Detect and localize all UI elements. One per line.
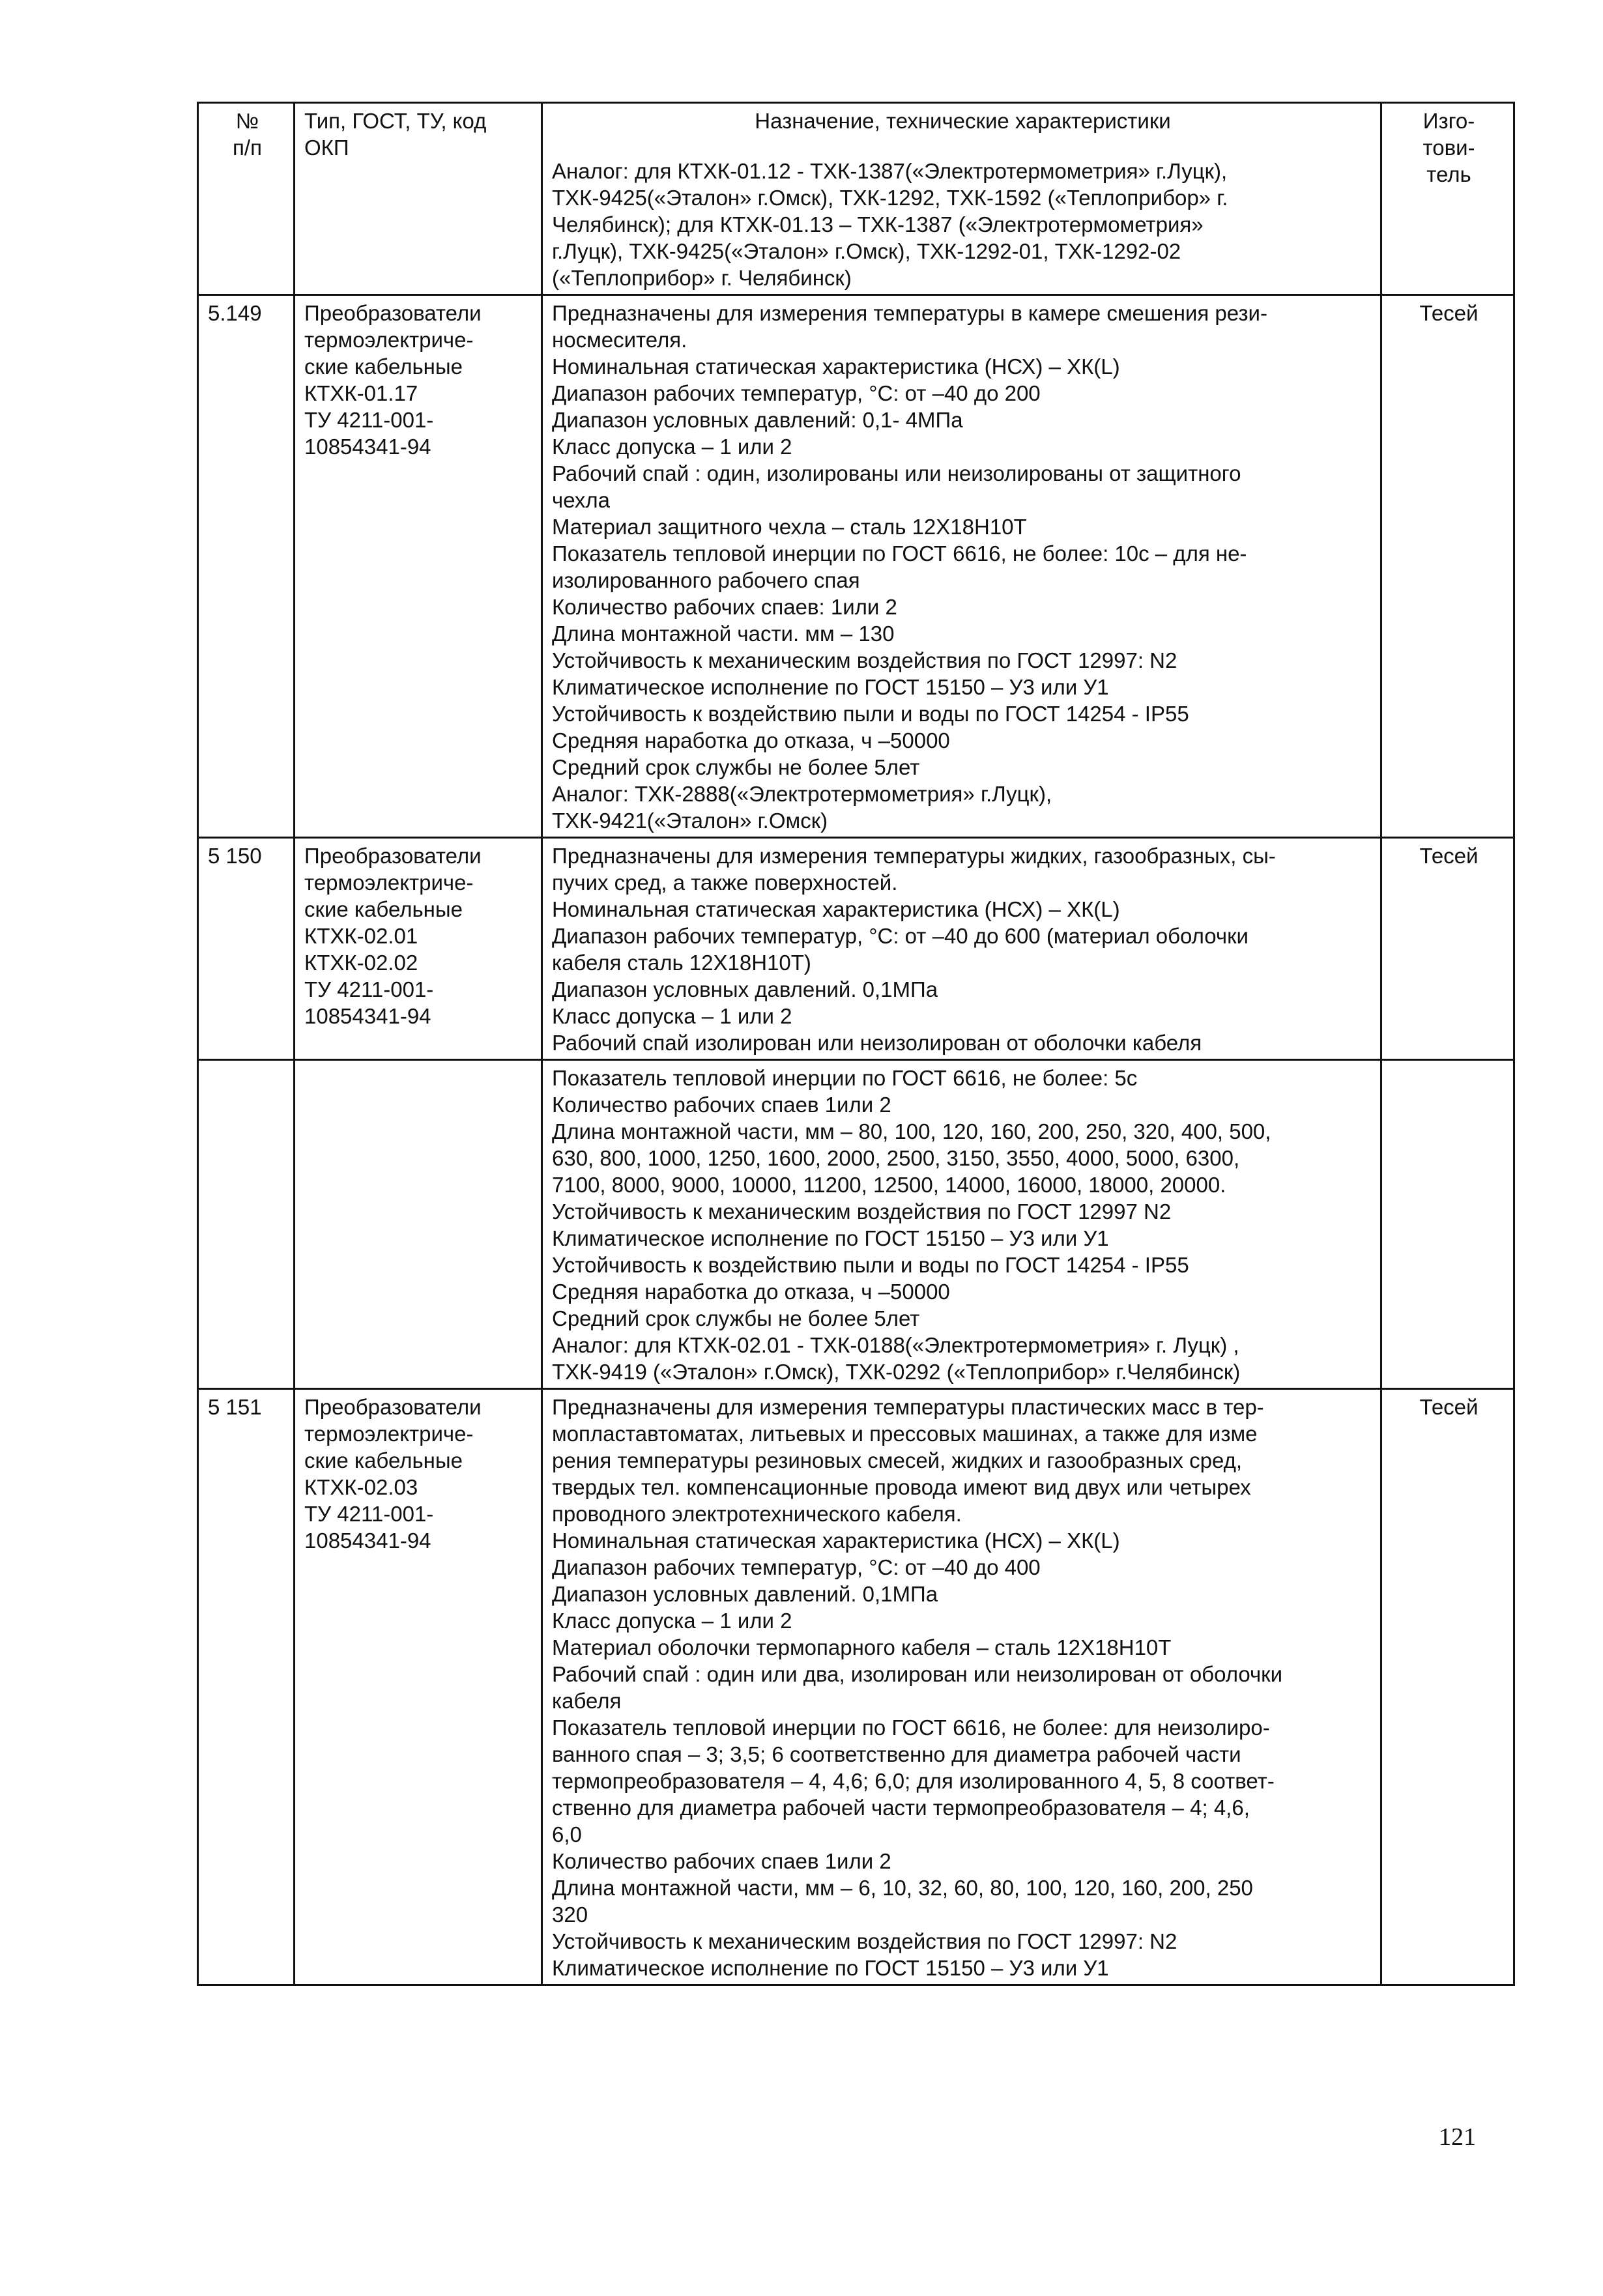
description-line: Климатическое исполнение по ГОСТ 15150 – У3 или У1	[552, 1226, 1109, 1250]
description-line: Показатель тепловой инерции по ГОСТ 6616, не более: 5с	[552, 1066, 1138, 1090]
description-line: Аналог: ТХК-2888(«Электротермометрия» г.Луцк),	[552, 782, 1052, 806]
row-number: 5 150	[198, 838, 295, 1060]
specification-table	[197, 102, 1515, 1986]
description-line: Климатическое исполнение по ГОСТ 15150 – У3 или У1	[552, 675, 1109, 699]
type-line: термоэлектриче-	[304, 328, 474, 352]
description-line: Показатель тепловой инерции по ГОСТ 6616, не более: 10с – для не-	[552, 541, 1247, 566]
type-line: ТУ 4211-001-	[304, 408, 434, 432]
row-number: 5 151	[198, 1389, 295, 1985]
description-line: проводного электротехнического кабеля.	[552, 1502, 962, 1526]
type-line: 10854341-94	[304, 435, 431, 459]
description-line: Рабочий спай изолирован или неизолирован от оболочки кабеля	[552, 1031, 1202, 1055]
description-line: Количество рабочих спаев: 1или 2	[552, 595, 897, 619]
description-line: Устойчивость к механическим воздействия по ГОСТ 12997 N2	[552, 1199, 1172, 1224]
description-line: Класс допуска – 1 или 2	[552, 1004, 792, 1028]
description-line: 6,0	[552, 1822, 582, 1846]
description-line: Предназначены для измерения температуры пластических масс в тер-	[552, 1395, 1264, 1419]
row-description	[542, 838, 1381, 1060]
type-line: 10854341-94	[304, 1004, 431, 1028]
type-line: ТУ 4211-001-	[304, 1502, 434, 1526]
row-maker: Тесей	[1381, 838, 1514, 1060]
description-line: Устойчивость к механическим воздействия по ГОСТ 12997: N2	[552, 648, 1177, 672]
description-line: Номинальная статическая характеристика (НСХ) – ХК(L)	[552, 897, 1120, 921]
continuation-line: ТХК-9425(«Эталон» г.Омск), ТХК-1292, ТХК-1592 («Теплоприбор» г.	[552, 186, 1228, 210]
description-line: мопластавтоматах, литьевых и прессовых машинах, а также для изме	[552, 1422, 1258, 1446]
description-line: Диапазон условных давлений: 0,1- 4МПа	[552, 408, 963, 432]
description-line: Устойчивость к воздействию пыли и воды по ГОСТ 14254 - IP55	[552, 1253, 1189, 1277]
description-line: Материал оболочки термопарного кабеля – сталь 12Х18Н10Т	[552, 1635, 1172, 1659]
description-line: Количество рабочих спаев 1или 2	[552, 1093, 891, 1117]
header-purpose: Назначение, технические характеристики Аналог: для КТХК-01.12 - ТХК-1387(«Электротермометрия» г.Луцк), ТХК-9425(«Эталон» г.Омск), ТХК-1292, ТХК-1592 («Теплоприбор» г. Челябинск); для КТХК-01.13 – ТХК-1387 («Электротермометрия» г.Луцк), ТХК-9425(«Эталон» г.Омск), ТХК-1292-01, ТХК-1292-02 («Теплоприбор» г. Челябинск)	[542, 103, 1381, 295]
row-description	[542, 1060, 1381, 1389]
description-line: Аналог: для КТХК-02.01 - ТХК-0188(«Электротермометрия» г. Луцк) ,	[552, 1333, 1239, 1357]
description-line: термопреобразователя – 4, 4,6; 6,0; для изолированного 4, 5, 8 соответ-	[552, 1769, 1275, 1793]
description-line: ванного спая – 3; 3,5; 6 соответственно для диаметра рабочей части	[552, 1742, 1241, 1766]
description-line: 630, 800, 1000, 1250, 1600, 2000, 2500, 3150, 3550, 4000, 5000, 6300,	[552, 1146, 1240, 1170]
description-line: Средняя наработка до отказа, ч –50000	[552, 1280, 950, 1304]
description-line: Диапазон рабочих температур, °С: от –40 до 200	[552, 381, 1041, 405]
type-line: Преобразователи	[304, 1395, 482, 1419]
row-type	[295, 1060, 542, 1389]
table-row	[198, 1060, 1514, 1389]
row-type	[295, 1389, 542, 1985]
type-line: Преобразователи	[304, 301, 482, 325]
description-line: 7100, 8000, 9000, 10000, 11200, 12500, 14000, 16000, 18000, 20000.	[552, 1173, 1226, 1197]
table-body	[198, 295, 1514, 1985]
row-maker: Тесей	[1381, 1389, 1514, 1985]
continuation-line: Аналог: для КТХК-01.12 - ТХК-1387(«Электротермометрия» г.Луцк),	[552, 159, 1228, 183]
description-line: 320	[552, 1902, 588, 1927]
description-line: Показатель тепловой инерции по ГОСТ 6616, не более: для неизолиро-	[552, 1715, 1270, 1740]
table-row	[198, 838, 1514, 1060]
description-line: изолированного рабочего спая	[552, 568, 860, 592]
row-type	[295, 295, 542, 838]
description-line: ТХК-9419 («Эталон» г.Омск), ТХК-0292 («Теплоприбор» г.Челябинск)	[552, 1360, 1241, 1384]
description-line: Количество рабочих спаев 1или 2	[552, 1849, 891, 1873]
row-description	[542, 295, 1381, 838]
row-type	[295, 838, 542, 1060]
description-line: Средний срок службы не более 5лет	[552, 755, 920, 779]
header-row	[198, 103, 1514, 295]
description-line: ТХК-9421(«Эталон» г.Омск)	[552, 809, 828, 833]
row-number: 5.149	[198, 295, 295, 838]
description-line: Средний срок службы не более 5лет	[552, 1306, 920, 1330]
row-description	[542, 1389, 1381, 1985]
description-line: Диапазон условных давлений. 0,1МПа	[552, 1582, 938, 1606]
description-line: Класс допуска – 1 или 2	[552, 1609, 792, 1633]
description-line: Устойчивость к воздействию пыли и воды по ГОСТ 14254 - IP55	[552, 702, 1189, 726]
description-line: Рабочий спай : один или два, изолирован или неизолирован от оболочки	[552, 1662, 1283, 1686]
header-num: № п/п	[198, 103, 295, 295]
continuation-lines	[552, 158, 1374, 291]
description-line: Предназначены для измерения температуры в камере смешения рези-	[552, 301, 1267, 325]
continuation-line: Челябинск); для КТХК-01.13 – ТХК-1387 («Электротермометрия»	[552, 212, 1204, 237]
description-line: Диапазон рабочих температур, °С: от –40 до 400	[552, 1555, 1041, 1579]
description-line: носмесителя.	[552, 328, 687, 352]
description-line: Устойчивость к механическим воздействия по ГОСТ 12997: N2	[552, 1929, 1177, 1953]
description-line: Диапазон рабочих температур, °С: от –40 до 600 (материал оболочки	[552, 924, 1249, 948]
type-line: КТХК-01.17	[304, 381, 418, 405]
description-line: Климатическое исполнение по ГОСТ 15150 – У3 или У1	[552, 1956, 1109, 1980]
type-line: ТУ 4211-001-	[304, 977, 434, 1001]
description-line: Класс допуска – 1 или 2	[552, 435, 792, 459]
description-line: Предназначены для измерения температуры жидких, газообразных, сы-	[552, 844, 1276, 868]
type-line: КТХК-02.01	[304, 924, 418, 948]
continuation-line: г.Луцк), ТХК-9425(«Эталон» г.Омск), ТХК-1292-01, ТХК-1292-02	[552, 239, 1181, 263]
description-line: рения температуры резиновых смесей, жидких и газообразных сред,	[552, 1448, 1242, 1472]
type-line: ские кабельные	[304, 354, 463, 379]
continuation-line: («Теплоприбор» г. Челябинск)	[552, 266, 852, 290]
description-line: Материал защитного чехла – сталь 12Х18Н10Т	[552, 515, 1027, 539]
header-maker: Изго- тови- тель	[1381, 103, 1514, 295]
page-number: 121	[1439, 2123, 1476, 2151]
description-line: Диапазон условных давлений. 0,1МПа	[552, 977, 938, 1001]
table-row	[198, 1389, 1514, 1985]
description-line: твердых тел. компенсационные провода имеют вид двух или четырех	[552, 1475, 1251, 1499]
description-line: кабеля	[552, 1689, 622, 1713]
type-line: ские кабельные	[304, 1448, 463, 1472]
row-number	[198, 1060, 295, 1389]
type-line: термоэлектриче-	[304, 870, 474, 895]
description-line: пучих сред, а также поверхностей.	[552, 870, 898, 895]
type-line: термоэлектриче-	[304, 1422, 474, 1446]
description-line: кабеля сталь 12Х18Н10Т)	[552, 951, 811, 975]
description-line: Номинальная статическая характеристика (НСХ) – ХК(L)	[552, 354, 1120, 379]
description-line: Длина монтажной части. мм – 130	[552, 622, 895, 646]
description-line: Номинальная статическая характеристика (НСХ) – ХК(L)	[552, 1528, 1120, 1553]
table-row	[198, 295, 1514, 838]
description-line: чехла	[552, 488, 610, 512]
description-line: Длина монтажной части, мм – 6, 10, 32, 60, 80, 100, 120, 160, 200, 250	[552, 1876, 1253, 1900]
type-line: КТХК-02.03	[304, 1475, 418, 1499]
row-maker	[1381, 1060, 1514, 1389]
type-line: КТХК-02.02	[304, 951, 418, 975]
type-line: ские кабельные	[304, 897, 463, 921]
description-line: Рабочий спай : один, изолированы или неизолированы от защитного	[552, 461, 1241, 485]
header-type: Тип, ГОСТ, ТУ, код ОКП	[295, 103, 542, 295]
row-maker: Тесей	[1381, 295, 1514, 838]
type-line: 10854341-94	[304, 1528, 431, 1553]
description-line: Длина монтажной части, мм – 80, 100, 120, 160, 200, 250, 320, 400, 500,	[552, 1119, 1271, 1143]
description-line: ственно для диаметра рабочей части термопреобразователя – 4; 4,6,	[552, 1796, 1250, 1820]
type-line: Преобразователи	[304, 844, 482, 868]
description-line: Средняя наработка до отказа, ч –50000	[552, 728, 950, 753]
